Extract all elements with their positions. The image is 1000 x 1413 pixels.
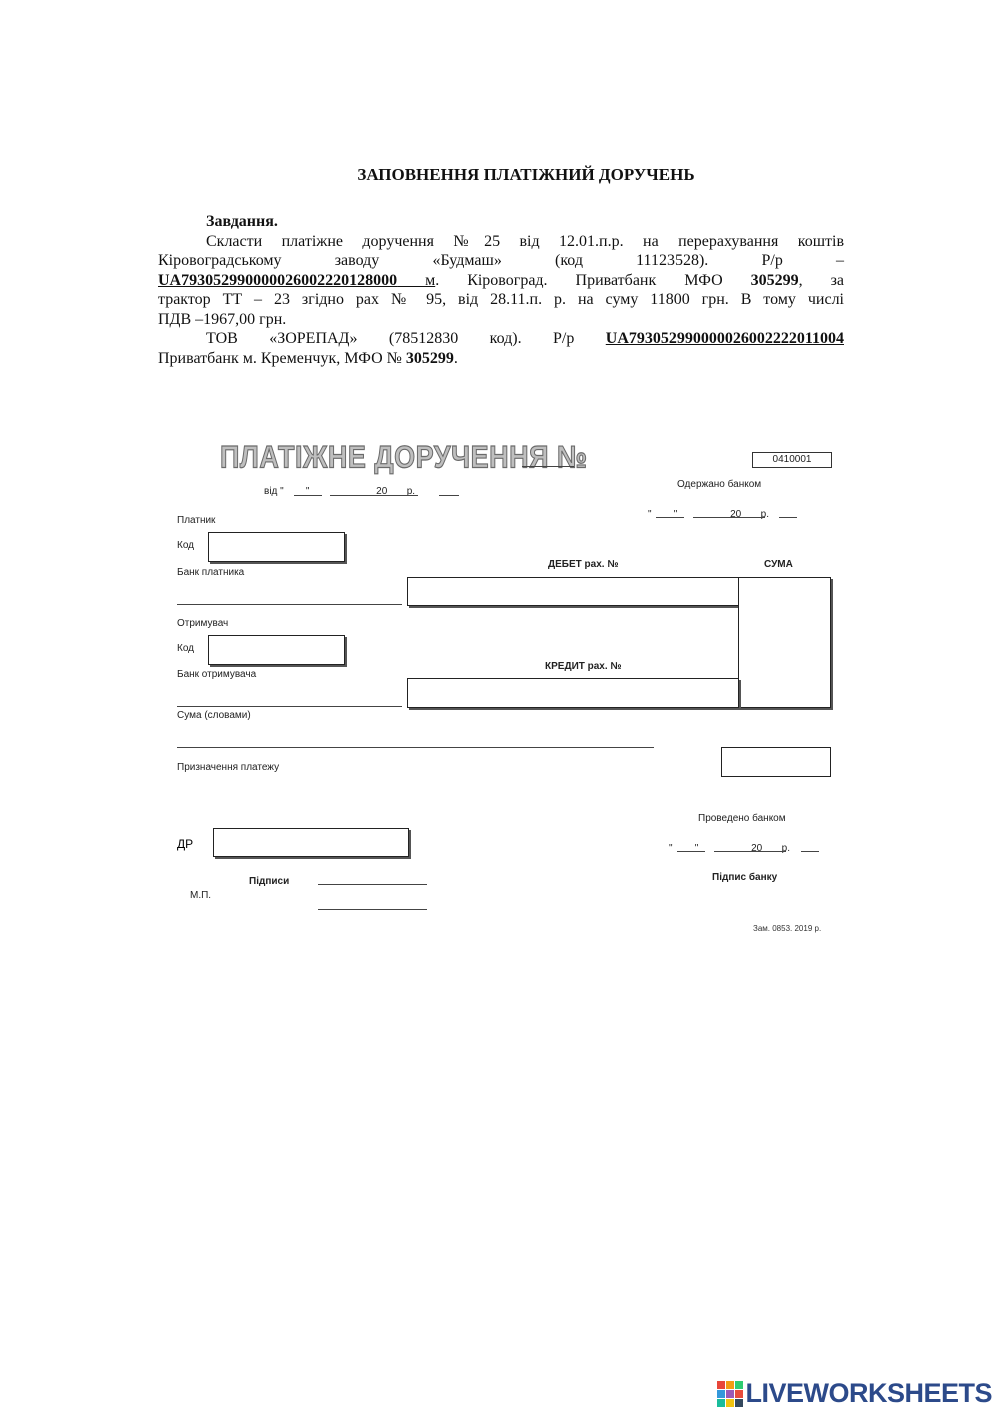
order-note: Зам. 0853. 2019 р. [753, 924, 822, 933]
dr-field[interactable] [213, 828, 409, 857]
debit-label: ДЕБЕТ рах. № [548, 559, 619, 570]
task-line: Скласти платіжне доручення №25 від 12.01.п.р. на перерахування коштів [206, 232, 844, 250]
bank-signature-label: Підпис банку [712, 872, 778, 883]
signature-line-2[interactable] [318, 909, 427, 910]
mfo-code: 305299 [405, 349, 454, 367]
task-line: ТОВ «ЗОРЕПАД» (78512830 код). Р/р UA793052990000026002222011004 [206, 330, 844, 347]
sum-words-line[interactable] [177, 747, 654, 748]
liveworksheets-logo[interactable] [717, 1378, 992, 1409]
task-line: Приватбанк м. Кременчук, МФО № 305299. [158, 349, 458, 367]
task-heading: Завдання. [206, 213, 278, 230]
payer-label: Платник [177, 515, 216, 526]
sum-words-label: Сума (словами) [177, 710, 251, 721]
payer-code-label: Код [177, 540, 195, 551]
purpose-label: Призначення платежу [177, 762, 280, 773]
dr-label: ДР [177, 837, 194, 851]
recipient-label: Отримувач [177, 618, 229, 629]
processed-year-line[interactable] [801, 851, 819, 852]
task-line: Кіровоградському заводу «Будмаш» (код 11123528). Р/р – [158, 252, 844, 269]
signatures-label: Підписи [249, 876, 290, 887]
recipient-bank-line[interactable] [177, 706, 402, 707]
task-line: UA793052990000026002220128000 м. Кіровоград. Приватбанк МФО 305299, за [158, 271, 845, 289]
form-title: ПЛАТІЖНЕ ДОРУЧЕННЯ № [220, 440, 588, 475]
task-line: ПДВ –1967,00 грн. [158, 310, 287, 328]
account-number: UA793052990000026002222011004 [605, 330, 844, 347]
page-title: ЗАПОВНЕННЯ ПЛАТІЖНИЙ ДОРУЧЕНЬ [357, 165, 695, 184]
sum-header: СУМА [764, 559, 793, 570]
processed-month-line[interactable] [714, 851, 786, 852]
received-year-line[interactable] [779, 517, 797, 518]
credit-label: КРЕДИТ рах. № [545, 661, 622, 672]
received-month-line[interactable] [693, 517, 765, 518]
received-by-bank-label: Одержано банком [677, 479, 762, 490]
form-code-box: 0410001 [752, 452, 832, 468]
payer-bank-label: Банк платника [177, 567, 245, 578]
date-month-line[interactable] [330, 495, 418, 496]
task-text [158, 212, 844, 368]
recipient-code-label: Код [177, 643, 195, 654]
sum-field[interactable] [738, 577, 831, 708]
received-day-line[interactable] [656, 517, 684, 518]
debit-account-field[interactable] [407, 577, 739, 606]
order-number-line[interactable] [522, 466, 574, 467]
payer-code-field[interactable] [208, 532, 345, 562]
date-year-line[interactable] [439, 495, 459, 496]
mp-label: М.П. [190, 890, 212, 901]
account-number: UA793052990000026002220128000 [158, 271, 398, 289]
credit-account-field[interactable] [407, 678, 739, 708]
recipient-code-field[interactable] [208, 635, 345, 665]
signature-line-1[interactable] [318, 884, 427, 885]
date-day-line[interactable] [294, 495, 322, 496]
mfo-code: 305299 [750, 271, 799, 289]
logo-icon [717, 1381, 743, 1407]
recipient-bank-label: Банк отримувача [177, 669, 257, 680]
processed-day-line[interactable] [677, 851, 705, 852]
processed-by-bank-label: Проведено банком [698, 813, 786, 824]
received-date: " " 20 р. [648, 509, 770, 520]
payer-bank-line[interactable] [177, 604, 402, 605]
task-line: трактор ТТ – 23 згідно рах № 95, від 28.11.п. р. на суму 11800 грн. В тому числі [158, 291, 844, 308]
logo-text: LIVEWORKSHEETS [745, 1378, 992, 1408]
amount-box[interactable] [721, 747, 831, 777]
date-from: від " " 20 р. [264, 486, 416, 497]
processed-date: " " 20 р. [669, 843, 791, 854]
